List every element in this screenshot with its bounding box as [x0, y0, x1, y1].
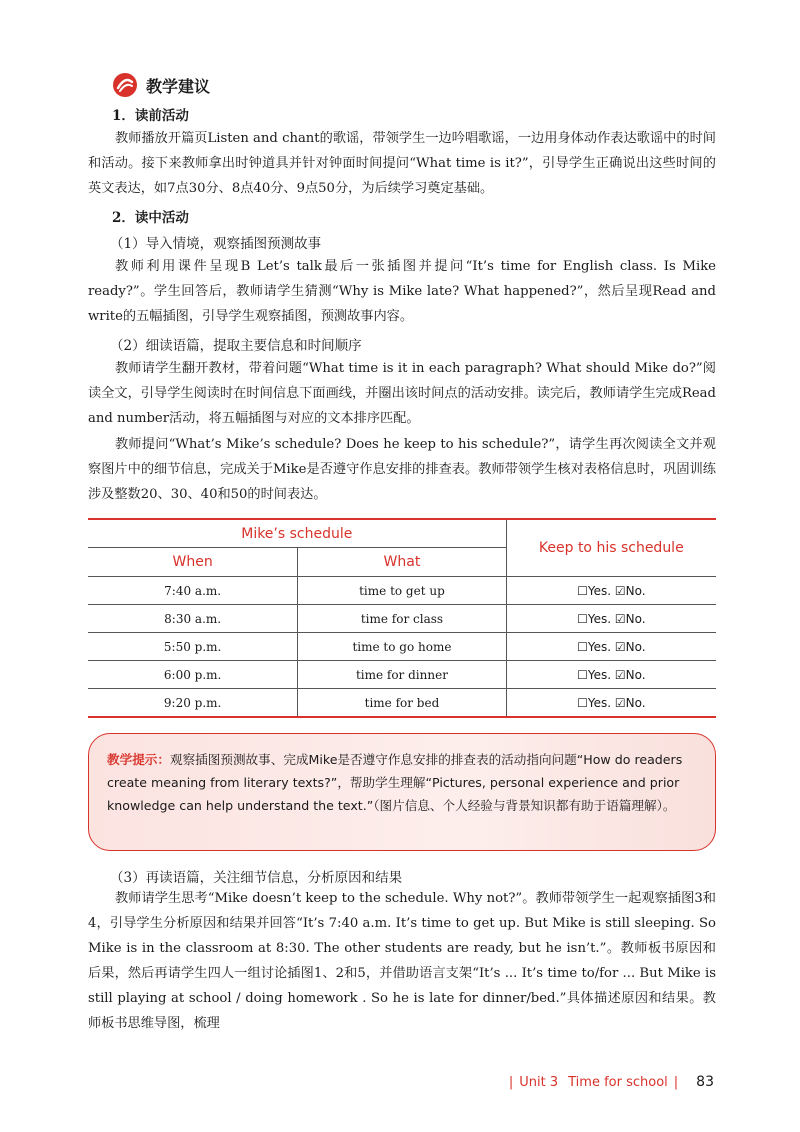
when-cell: 5:50 p.m. — [88, 633, 298, 661]
step2-paragraph-1: 教师请学生翻开教材，带着问题“What time is it in each paragraph? What should Mike do?”阅读全文，引导学生阅读时在时间信息下面画线，并圈出该时间点的活动安排。读完后，教师请学生完成Read and number活动，将五幅插图与对应的文本排序匹配。 — [88, 361, 716, 426]
what-cell: time to go home — [298, 633, 506, 661]
step2-paragraph-2: 教师提问“What’s Mike’s schedule? Does he keep to his schedule?”，请学生再次阅读全文并观察图片中的细节信息，完成关于Mike是否遵守作息安排的排查表。教师带领学生核对表格信息时，巩固训练涉及整数20、30、40和50的时间表达。 — [88, 437, 716, 502]
keep-cell: ☐Yes. ☑No. — [506, 577, 716, 605]
footer-divider: | — [673, 1074, 679, 1090]
teaching-advice-icon — [112, 72, 138, 98]
teaching-tip-box — [88, 733, 716, 851]
what-header: What — [298, 548, 506, 577]
table-row — [88, 689, 716, 718]
table-row — [88, 633, 716, 661]
step1-paragraph: 教师利用课件呈现B Let’s talk最后一张插图并提问“It’s time for English class. Is Mike ready?”。学生回答后，教师请学生猜测“Why is Mike late? What happened?”，然后呈现Read and write的五幅插图，引导学生观察插图，预测故事内容。 — [88, 259, 716, 324]
when-cell: 8:30 a.m. — [88, 605, 298, 633]
when-cell: 9:20 p.m. — [88, 689, 298, 718]
what-cell: time to get up — [298, 577, 506, 605]
step1-title: （1）导入情境，观察插图预测故事 — [110, 236, 322, 252]
footer-divider: | — [508, 1074, 514, 1090]
what-cell: time for bed — [298, 689, 506, 718]
when-cell: 6:00 p.m. — [88, 661, 298, 689]
schedule-title: Mike’s schedule — [88, 519, 506, 548]
table-row — [88, 661, 716, 689]
tip-label: 教学提示： — [107, 752, 170, 767]
step3-paragraph: 教师请学生思考“Mike doesn’t keep to the schedule. Why not?”。教师带领学生一起观察插图3和4，引导学生分析原因和结果并回答“It’s 7:40 a.m. It’s time to get up. But Mike is still sleeping. So Mike is in the classroom at 8:30. The other students are ready, but he isn’t.”。教师板书原因和后果，然后再请学生四人一组讨论插图1、2和5，并借助语言支架“It’s ... It’s time to/for ... But Mike is still playing at school / doing homework . So he is late for dinner/bed.”具体描述原因和结果。教师板书思维导图，梳理 — [88, 891, 716, 1031]
page-number: 83 — [696, 1074, 714, 1090]
keep-cell: ☐Yes. ☑No. — [506, 689, 716, 718]
table-header-row — [88, 519, 716, 548]
table-row — [88, 577, 716, 605]
step3-title: （3）再读语篇，关注细节信息，分析原因和结果 — [110, 870, 403, 886]
section-header — [112, 70, 210, 100]
keep-cell: ☐Yes. ☑No. — [506, 661, 716, 689]
pre-reading-heading: 1．读前活动 — [112, 108, 189, 124]
footer-unit: Unit 3 — [519, 1074, 559, 1090]
pre-reading-paragraph: 教师播放开篇页Listen and chant的歌谣，带领学生一边吟唱歌谣，一边用身体动作表达歌谣中的时间和活动。接下来教师拿出时钟道具并针对钟面时间提问“What time is it?”，引导学生正确说出这些时间的英文表达，如7点30分、8点40分、9点50分，为后续学习奠定基础。 — [88, 131, 716, 196]
schedule-table — [88, 518, 716, 718]
when-header: When — [88, 548, 298, 577]
tip-text: 观察插图预测故事、完成Mike是否遵守作息安排的排查表的活动指向问题“How do readers create meaning from literary texts?”，帮助学生理解“Pictures, personal experience and prior knowledge can help understand the text.”（图片信息、个人经验与背景知识都有助于语篇理解）。 — [107, 752, 683, 813]
while-reading-heading: 2．读中活动 — [112, 210, 189, 226]
page-footer — [503, 1074, 714, 1090]
what-cell: time for class — [298, 605, 506, 633]
keep-cell: ☐Yes. ☑No. — [506, 605, 716, 633]
keep-cell: ☐Yes. ☑No. — [506, 633, 716, 661]
footer-unit-title: Time for school — [568, 1074, 668, 1090]
table-row — [88, 605, 716, 633]
keep-header: Keep to his schedule — [506, 519, 716, 577]
what-cell: time for dinner — [298, 661, 506, 689]
step2-title: （2）细读语篇，提取主要信息和时间顺序 — [110, 338, 362, 354]
when-cell: 7:40 a.m. — [88, 577, 298, 605]
section-title: 教学建议 — [146, 76, 211, 96]
